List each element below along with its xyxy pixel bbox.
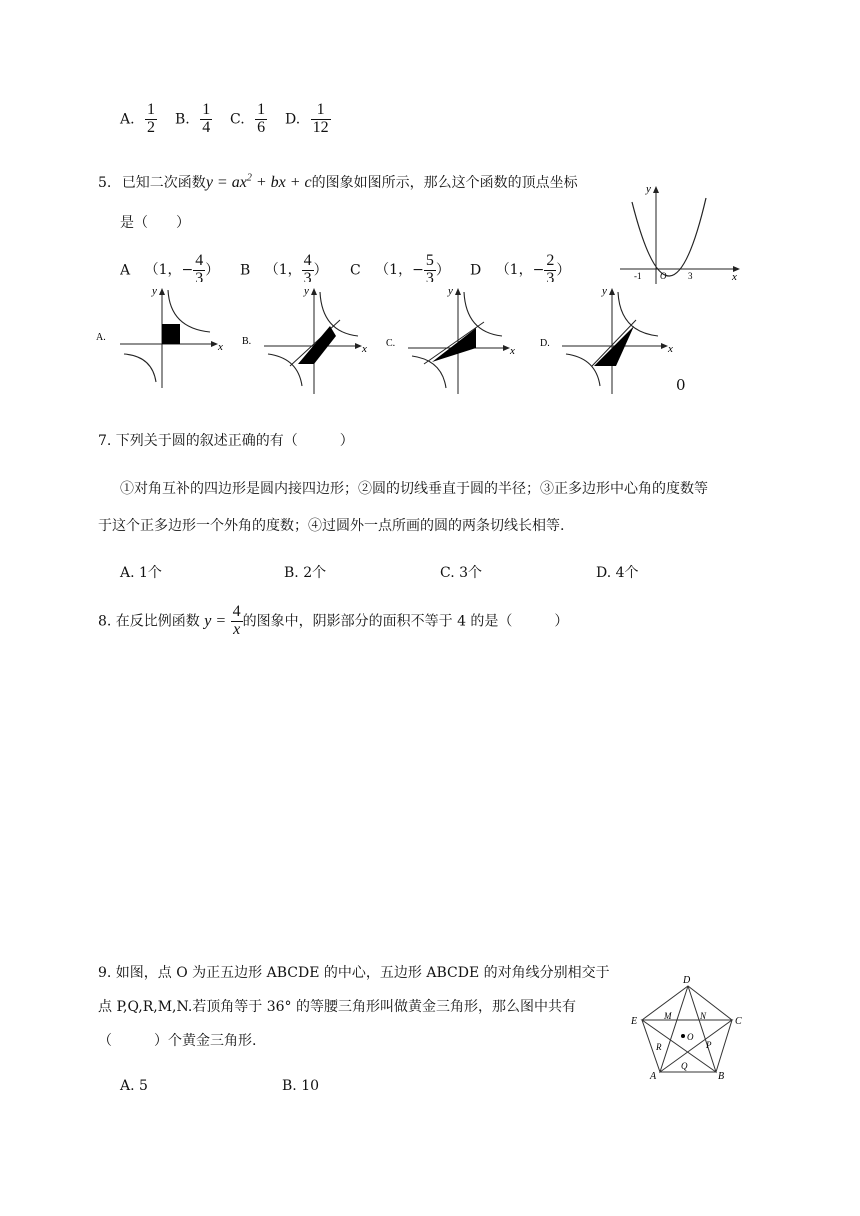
option-letter: D. — [285, 111, 301, 128]
q5-option-d — [470, 253, 570, 282]
label-r: R — [656, 1042, 662, 1052]
hyperbola-branch-q1 — [320, 292, 358, 336]
shaded-region — [298, 326, 336, 364]
label-o: O — [687, 1032, 694, 1042]
fraction — [200, 102, 212, 137]
x-label: x — [668, 343, 673, 355]
label-q: Q — [681, 1061, 688, 1071]
formula-exponent: 2 — [246, 172, 252, 184]
numerator: 1 — [257, 101, 266, 118]
shaded-region — [162, 324, 180, 344]
stem-text: 8. 在反比例函数 — [98, 613, 200, 630]
parabola-curve — [632, 198, 706, 276]
hyperbola-branch-q3 — [124, 354, 156, 382]
q5-line2: 是（ ） — [120, 215, 190, 231]
q9-line1: 9. 如图，点 O 为正五边形 ABCDE 的中心，五边形 ABCDE 的对角线分别相交于 — [98, 965, 610, 981]
hyperbola-branch-q1 — [464, 292, 502, 336]
q4-option-d — [285, 102, 331, 137]
q8-graph-d — [536, 282, 676, 397]
q7-option-b: B. 2个 — [284, 565, 327, 581]
option-prefix: （1， — [264, 262, 302, 279]
x-label: x — [362, 343, 367, 355]
y-axis-arrow — [311, 288, 317, 295]
option-prefix: （1，− — [495, 262, 545, 279]
denominator: 3 — [303, 269, 312, 282]
q8-graph-a — [94, 282, 234, 392]
numerator: 1 — [147, 101, 156, 118]
y-label: y — [602, 285, 607, 297]
numerator: 1 — [202, 101, 211, 118]
fraction — [544, 253, 556, 282]
formula-part: y = ax — [205, 174, 247, 191]
option-label-b: B. — [242, 336, 252, 347]
numerator: 4 — [195, 253, 204, 269]
numerator: 2 — [546, 253, 555, 269]
fraction — [424, 253, 436, 282]
q8-stem — [98, 604, 568, 639]
x-axis-arrow — [661, 343, 668, 349]
hyperbola-branch-q3 — [566, 354, 600, 386]
denominator: 12 — [312, 118, 329, 136]
q5-option-a — [120, 253, 219, 282]
x-axis-arrow — [355, 343, 362, 349]
formula-lhs: y = — [204, 612, 227, 630]
hyperbola-branch-q1 — [618, 292, 658, 336]
label-m: M — [664, 1011, 672, 1021]
option-suffix: ） — [435, 262, 450, 279]
x-axis-arrow — [211, 341, 218, 347]
q9-option-a: A. 5 — [120, 1078, 148, 1094]
q8-graph-c — [384, 282, 524, 397]
denominator: 3 — [546, 269, 555, 282]
q5-stem — [98, 172, 578, 192]
denominator: 4 — [202, 118, 211, 136]
x-label: x — [510, 345, 515, 357]
y-label: y — [448, 285, 453, 297]
option-suffix: ） — [556, 262, 571, 279]
origin-label: O — [660, 271, 667, 281]
q5-option-c — [350, 253, 450, 282]
stem-text: 的图象中，阴影部分的面积不等于 4 的是（ ） — [242, 613, 569, 630]
option-label-d: D. — [540, 338, 550, 349]
q9-line3: （ ）个黄金三角形. — [98, 1033, 257, 1049]
denominator: 2 — [147, 118, 156, 136]
q4-option-c — [230, 102, 267, 137]
fraction — [311, 102, 331, 137]
option-label-a: A. — [96, 332, 106, 343]
y-axis-arrow — [159, 288, 165, 295]
option-letter: A. — [120, 111, 135, 128]
q7-stem: 7. 下列关于圆的叙述正确的有（ ） — [98, 433, 354, 449]
q8-graph-b — [240, 282, 380, 397]
option-prefix: （1，− — [144, 262, 194, 279]
q5-option-b — [240, 253, 328, 282]
denominator: 3 — [195, 269, 204, 282]
label-b: B — [718, 1071, 725, 1082]
fraction — [302, 253, 314, 282]
numerator: 4 — [303, 253, 312, 269]
q4-option-a — [120, 102, 157, 137]
q7-option-c: C. 3个 — [440, 565, 483, 581]
y-axis-arrow — [609, 288, 615, 295]
q7-option-d: D. 4个 — [596, 565, 639, 581]
numerator: 4 — [232, 603, 241, 620]
label-d: D — [683, 975, 691, 986]
y-axis-arrow — [455, 288, 461, 295]
fraction — [193, 253, 205, 282]
option-letter: C — [350, 262, 361, 279]
numerator: 5 — [425, 253, 434, 269]
option-suffix: ） — [313, 262, 328, 279]
hyperbola-branch-q3 — [268, 354, 302, 386]
fraction — [255, 102, 267, 137]
label-p: P — [706, 1040, 712, 1050]
q4-option-b — [175, 102, 212, 137]
fraction — [231, 604, 243, 639]
y-label: y — [152, 285, 157, 297]
formula-part: + bx + c — [251, 174, 312, 191]
q7-option-a: A. 1个 — [120, 565, 162, 581]
option-letter: D — [470, 262, 482, 279]
q7-body-line2: 于这个正多边形一个外角的度数；④过圆外一点所画的圆的两条切线长相等. — [98, 518, 565, 534]
x-axis-arrow — [503, 345, 510, 351]
option-suffix: ） — [205, 262, 220, 279]
label-n: N — [700, 1011, 707, 1021]
stem-text: 已知二次函数 — [121, 175, 206, 191]
option-label-c: C. — [386, 338, 396, 349]
option-letter: B. — [175, 111, 190, 128]
question-number: 5. — [98, 175, 112, 191]
q9-option-b: B. 10 — [282, 1078, 320, 1094]
shaded-region — [432, 328, 476, 362]
option-letter: C. — [230, 111, 245, 128]
denominator: 6 — [257, 118, 266, 136]
center-point — [681, 1034, 685, 1038]
denominator: 3 — [425, 269, 434, 282]
fraction — [145, 102, 157, 137]
q7-body-line1: ①对角互补的四边形是圆内接四边形；②圆的切线垂直于圆的半径；③正多边形中心角的度数等 — [120, 481, 708, 497]
tick-label-neg1: -1 — [634, 271, 642, 281]
option-letter: B — [240, 262, 251, 279]
y-axis-arrow — [653, 186, 659, 193]
label-a: A — [650, 1071, 657, 1082]
pentagon-figure — [628, 972, 754, 1084]
x-label: x — [218, 341, 223, 353]
label-c: C — [735, 1016, 742, 1027]
q9-line2: 点 P,Q,R,M,N.若顶角等于 36° 的等腰三角形叫做黄金三角形，那么图中共有 — [98, 999, 577, 1015]
numerator: 1 — [311, 102, 331, 120]
stem-text: 的图象如图所示，那么这个函数的顶点坐标 — [311, 175, 578, 191]
q5-options-row — [120, 253, 590, 282]
label-e: E — [631, 1016, 638, 1027]
tick-label-3: 3 — [688, 271, 693, 281]
y-label: y — [304, 285, 309, 297]
y-label: y — [646, 183, 651, 195]
q5-parabola-graph — [616, 180, 746, 290]
option-prefix: （1，− — [375, 262, 424, 279]
denominator: x — [233, 620, 241, 638]
x-label: x — [732, 271, 737, 283]
formula — [206, 174, 312, 191]
stray-zero: 0 — [676, 376, 686, 394]
option-letter: A — [120, 262, 131, 279]
